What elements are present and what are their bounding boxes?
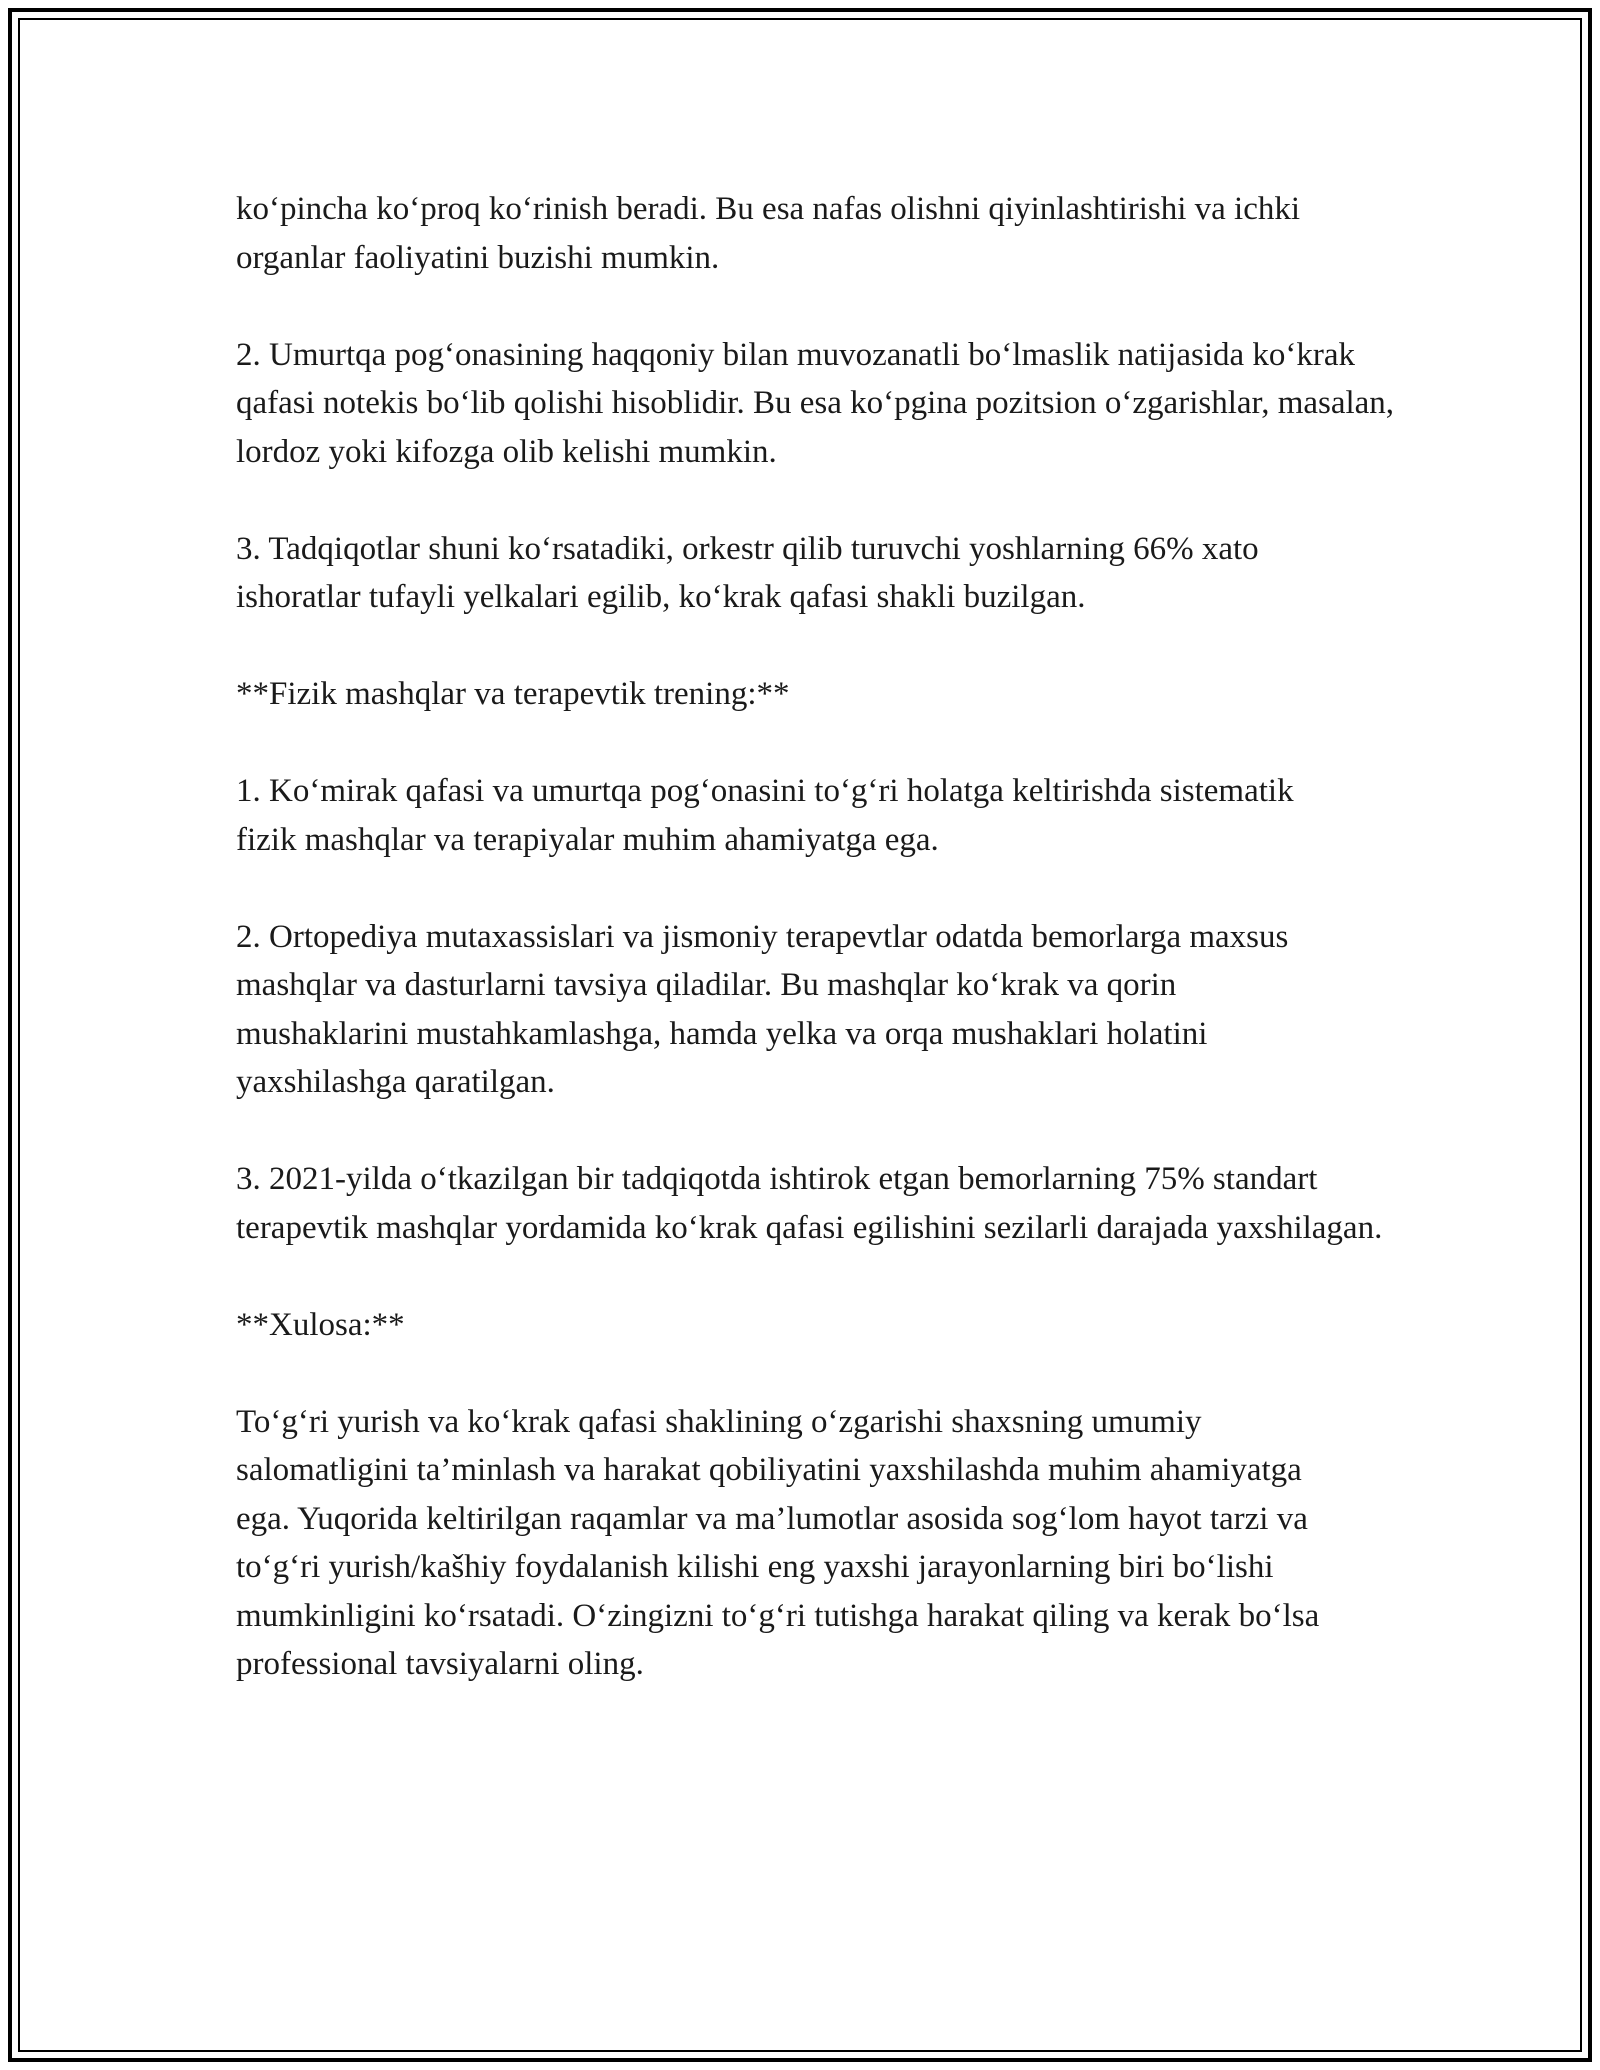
paragraph-point-3-study: 3. Tadqiqotlar shuni ko‘rsatadiki, orkestr qilib turuvchi yoshlarning 66% xato ishoratlar tufayli yelkalari egilib, ko‘krak qafasi shakli buzilgan. (236, 530, 1259, 615)
paragraph-conclusion: To‘g‘ri yurish va ko‘krak qafasi shaklining o‘zgarishi shaxsning umumiy salomatligini ta’minlash va harakat qobiliyatini yaxshilashda muhim ahamiyatga ega. Yuqorida keltirilgan raqamlar va ma’lumotlar asosida sog‘lom hayot tarzi va to‘g‘ri yurish/kašhiy foydalanish kilishi eng yaxshi jarayonlarning biri bo‘lishi mumkinligini ko‘rsatadi. O‘zingizni to‘g‘ri tutishga harakat qiling va kerak bo‘lsa professional tavsiyalarni oling. (236, 1403, 1320, 1682)
paragraph-exercise-1: 1. Ko‘mirak qafasi va umurtqa pog‘onasini to‘g‘ri holatga keltirishda sistematik fizik mashqlar va terapiyalar muhim ahamiyatga ega. (236, 773, 1294, 858)
section-heading-exercises: **Fizik mashqlar va terapevtik trening:** (236, 676, 790, 712)
paragraph-exercise-3: 3. 2021-yilda o‘tkazilgan bir tadqiqotda ishtirok etgan bemorlarning 75% standart terapevtik mashqlar yordamida ko‘krak qafasi egilishini sezilarli darajada yaxshilagan. (236, 1161, 1383, 1246)
section-heading-conclusion: **Xulosa:** (236, 1306, 405, 1343)
paragraph-point-2-spine: 2. Umurtqa pog‘onasining haqqoniy bilan muvozanatli bo‘lmaslik natijasida ko‘krak qafasi notekis bo‘lib qolishi hisoblidir. Bu esa ko‘pgina pozitsion o‘zgarishlar, masalan, lordoz yoki kifozga olib kelishi mumkin. (236, 336, 1395, 470)
document-body (236, 185, 1416, 1737)
paragraph-exercise-2: 2. Ortopediya mutaxassislari va jismoniy terapevtlar odatda bemorlarga maxsus mashqlar va dasturlarni tavsiya qiladilar. Bu mashqlar ko‘krak va qorin mushaklarini mustahkamlashga, hamda yelka va orqa mushaklari holatini yaxshilashga qaratilgan. (236, 918, 1289, 1100)
paragraph-intro-continuation: ko‘pincha ko‘proq ko‘rinish beradi. Bu esa nafas olishni qiyinlashtirishi va ichki organlar faoliyatini buzishi mumkin. (236, 191, 1301, 276)
